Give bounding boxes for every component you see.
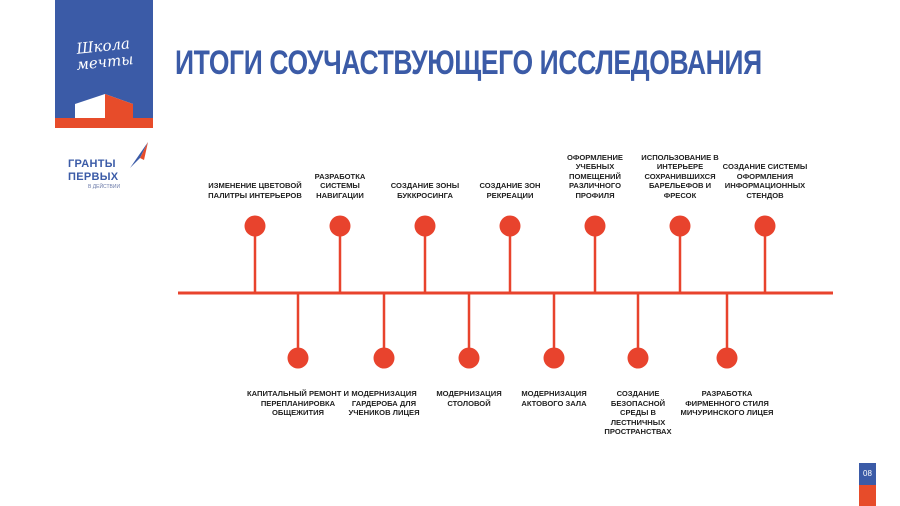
- timeline-dot-top: [500, 216, 521, 237]
- timeline-dot-top: [670, 216, 691, 237]
- timeline-dot-top: [245, 216, 266, 237]
- timeline-label-bottom: МОДЕРНИЗАЦИЯ АКТОВОГО ЗАЛА: [521, 389, 587, 408]
- timeline-label-top: ОФОРМЛЕНИЕ УЧЕБНЫХ ПОМЕЩЕНИЙ РАЗЛИЧНОГО ПРОФИЛЯ: [567, 152, 623, 200]
- grants-line1: ГРАНТЫ: [68, 158, 116, 170]
- timeline-label-top: СОЗДАНИЕ СИСТЕМЫ ОФОРМЛЕНИЯ ИНФОРМАЦИОННЫХ СТЕНДОВ: [722, 162, 808, 200]
- timeline-dot-top: [755, 216, 776, 237]
- timeline-dot-top: [585, 216, 606, 237]
- timeline-label-top: ИСПОЛЬЗОВАНИЕ В ИНТЕРЬЕРЕ СОХРАНИВШИХСЯ БАРЕЛЬЕФОВ И ФРЕСОК: [641, 152, 719, 200]
- timeline-label-top: СОЗДАНИЕ ЗОН РЕКРЕАЦИИ: [479, 181, 541, 200]
- timeline-dot-bottom: [374, 348, 395, 369]
- timeline-dot-bottom: [628, 348, 649, 369]
- grants-line2: ПЕРВЫХ: [68, 171, 119, 183]
- timeline-dot-bottom: [288, 348, 309, 369]
- timeline-label-bottom: МОДЕРНИЗАЦИЯ ГАРДЕРОБА ДЛЯ УЧЕНИКОВ ЛИЦЕЯ: [348, 389, 420, 417]
- timeline-label-bottom: РАЗРАБОТКА ФИРМЕННОГО СТИЛЯ МИЧУРИНСКОГО ЛИЦЕЯ: [680, 389, 774, 417]
- page-title: ИТОГИ СОУЧАСТВУЮЩЕГО ИССЛЕДОВАНИЯ: [175, 44, 762, 82]
- timeline-label-top: РАЗРАБОТКА СИСТЕМЫ НАВИГАЦИИ: [314, 171, 366, 200]
- school-logo-text: Школа мечты: [75, 34, 135, 74]
- grants-sub: В ДЕЙСТВИИ: [88, 184, 121, 190]
- timeline-label-bottom: КАПИТАЛЬНЫЙ РЕМОНТ И ПЕРЕПЛАНИРОВКА ОБЩЕЖИТИЯ: [247, 389, 349, 417]
- page-number: 08: [859, 463, 876, 485]
- timeline-label-bottom: МОДЕРНИЗАЦИЯ СТОЛОВОЙ: [436, 389, 502, 408]
- timeline-dot-bottom: [459, 348, 480, 369]
- page-number-accent: [859, 485, 876, 506]
- timeline-dot-bottom: [544, 348, 565, 369]
- timeline-label-top: СОЗДАНИЕ ЗОНЫ БУККРОСИНГА: [390, 181, 460, 200]
- timeline-dot-top: [415, 216, 436, 237]
- timeline-label-top: ИЗМЕНЕНИЕ ЦВЕТОВОЙ ПАЛИТРЫ ИНТЕРЬЕРОВ: [208, 181, 302, 200]
- timeline-dot-top: [330, 216, 351, 237]
- timeline-label-bottom: СОЗДАНИЕ БЕЗОПАСНОЙ СРЕДЫ В ЛЕСТНИЧНЫХ ПРОСТРАНСТВАХ: [604, 389, 672, 436]
- timeline-dot-bottom: [717, 348, 738, 369]
